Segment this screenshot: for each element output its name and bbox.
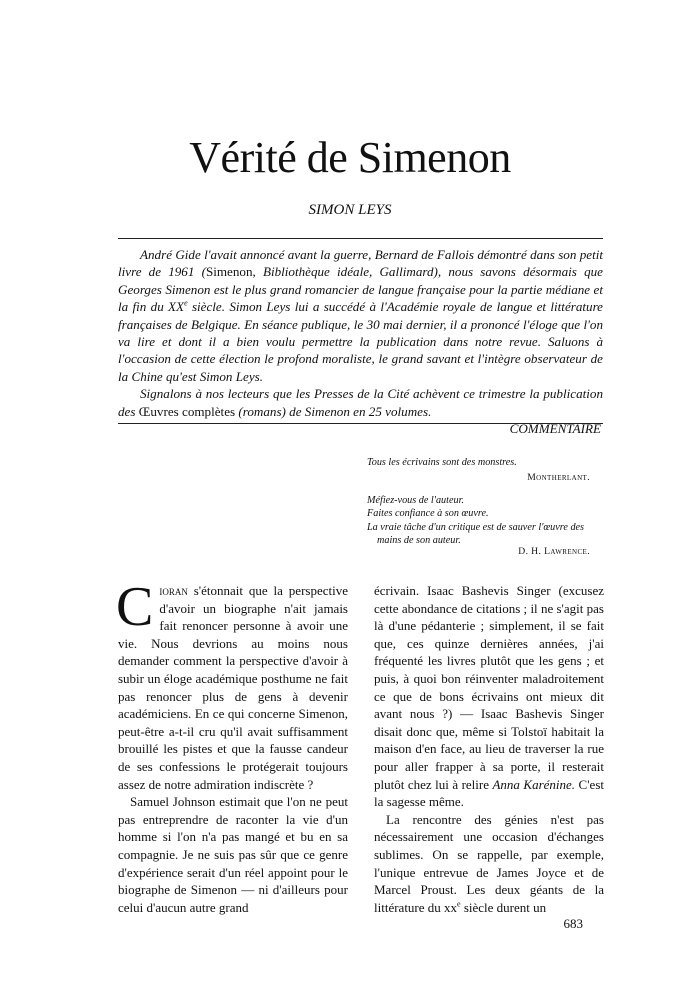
- left-p1-smallcaps: ioran: [159, 583, 188, 598]
- epigraph-montherlant: [367, 456, 590, 469]
- intro-p1-text-a: André Gide l'avait annoncé avant la guerre, Bernard de Fallois démontré dans son petit livre de 1961 (: [118, 247, 603, 280]
- intro-p1-superscript: e: [184, 298, 188, 308]
- right-paragraph-1: [374, 582, 604, 811]
- body-column-left: [116, 576, 348, 916]
- epigraph-2-line-2: Faites confiance à son œuvre.: [367, 508, 489, 520]
- body-column-right: [374, 582, 604, 916]
- intro-p1-upright-title: Simenon,: [205, 264, 256, 280]
- drop-cap: C: [116, 576, 154, 638]
- left-paragraph-1: [116, 576, 348, 793]
- intro-bottom-rule: [118, 423, 603, 424]
- epigraph-2-line-3: La vraie tâche d'un critique est de sauver l'œuvre des: [367, 521, 585, 533]
- epigraph-1-source: Montherlant.: [527, 472, 590, 483]
- epigraph-2-line-4: mains de son auteur.: [377, 534, 461, 546]
- left-paragraph-2: Samuel Johnson estimait que l'on ne peut pas entreprendre de raconter la vie d'un homme si l'on n'a pas mangé et bu en sa compagnie. Je ne suis pas sûr que ce genre d'expérience serait d'un réel appoint pour le biographe de Simenon — ni d'ailleurs pour celui d'aucun autre grand: [118, 794, 348, 915]
- epigraph-lawrence: [367, 494, 590, 547]
- article-title: Vérité de Simenon: [189, 133, 511, 182]
- epigraph-2-line-1: Méfiez-vous de l'auteur.: [367, 495, 464, 506]
- right-p1-text-b: C'est la sagesse même.: [374, 776, 604, 810]
- commentaire-tag: COMMENTAIRE: [509, 421, 601, 437]
- intro-p2-text-c: (romans) de Simenon en 25 volumes.: [235, 403, 432, 419]
- intro-p1-text-d: siècle. Simon Leys lui a succédé à l'Académie royale de langue et littérature françaises de Belgique. En séance publique, le 30 mai dernier, il a prononcé l'éloge que l'on va lire et dont il a bien voulu permettre la publication dans notre revue. Saluons à l'occasion de cette élection le profond moraliste, le grand savant et l'intègre observateur de la Chine qu'est Simon Leys.: [118, 299, 603, 384]
- left-p1-text: s'étonnait que la perspective d'avoir un biographe n'ait jamais fait renoncer personne à avoir une vie. Nous devrions au moins nous demander comment la perspective d'avoir à subir un éloge académique posthume ne fait pas renoncer plus de gens à devenir académiciens. En ce qui concerne Simenon, peut-être a-t-il cru qu'il avait suffisamment brouillé les pistes et que la fausse candeur de ses confessions le protégerait toujours assez de notre admiration indiscrète ?: [118, 583, 348, 792]
- epigraph-2-source: D. H. Lawrence.: [518, 546, 590, 557]
- intro-p2-upright-title: Œuvres complètes: [138, 403, 236, 419]
- right-p2-text-b: siècle durent un: [460, 899, 547, 915]
- right-p1-text-a: écrivain. Isaac Bashevis Singer (excusez cette abondance de citations ; il ne s'agit pas là d'une pédanterie ; simplement, il se fait que, ces quinze dernières années, j'ai fréquenté les livres plutôt que les gens ; et puis, à quoi bon réinventer maladroitement ce que de bons écrivains ont mieux dit avant nous ?) — Isaac Bashevis Singer disait donc que, même si Tolstoï habitait la maison d'en face, au lieu de traverser la rue pour aller frapper à sa porte, il resterait plutôt chez lui à relire: [374, 583, 604, 792]
- page-number: 683: [563, 916, 583, 931]
- right-paragraph-2: [374, 811, 604, 917]
- right-p2-text-a: La rencontre des génies n'est pas nécessairement une occasion d'échanges sublimes. On se rappelle, par exemple, l'unique entrevue de James Joyce et de Marcel Proust. Les deux géants de la littérature du xx: [374, 811, 604, 915]
- epigraph-1-text: Tous les écrivains sont des monstres.: [367, 457, 517, 468]
- editorial-introduction: [118, 246, 603, 437]
- intro-paragraph-1: [118, 246, 603, 385]
- article-author: SIMON LEYS: [308, 202, 392, 218]
- right-p1-book-title: Anna Karénine.: [492, 776, 576, 792]
- right-p2-superscript: e: [457, 899, 461, 909]
- intro-paragraph-2: [118, 385, 603, 420]
- intro-p1-text-c: Bibliothèque idéale, Gallimard), nous savons désormais que Georges Simenon est le plus grand romancier de langue française pour la partie médiane et la fin du XX: [118, 264, 603, 315]
- intro-p2-text-a: Signalons à nos lecteurs que les Presses de la Cité achèvent ce trimestre la publication des: [118, 386, 603, 419]
- intro-top-rule: [118, 238, 603, 239]
